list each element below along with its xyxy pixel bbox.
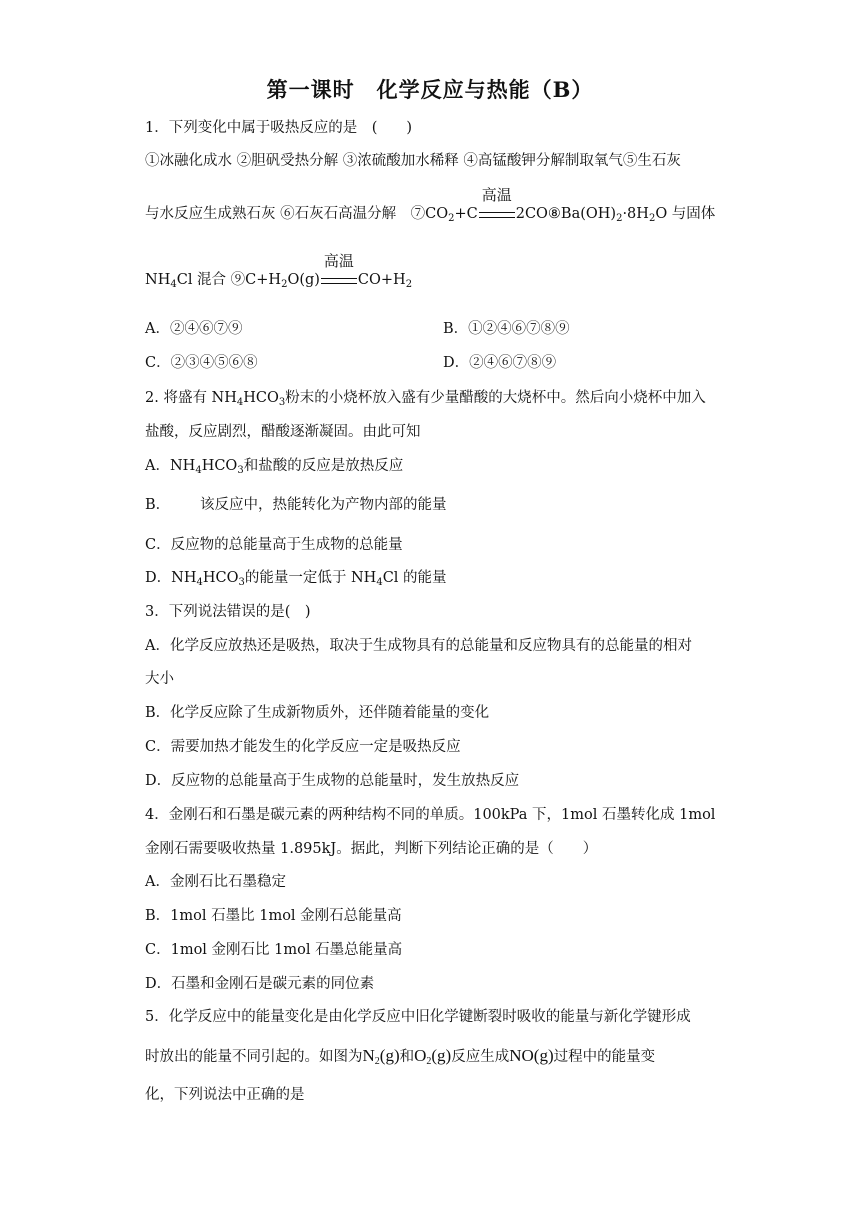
q4-option-c: C．1mol 金刚石比 1mol 石墨总能量高 (145, 942, 403, 958)
q1-option-b: B．①②④⑥⑦⑧⑨ (443, 321, 570, 337)
q1-line-3: $NH_4Cl$ 混合 $⑨C+H_2O(g)$ 高温 $CO+H_2$ (145, 252, 413, 290)
q1-option-d: D．②④⑥⑦⑧⑨ (443, 355, 557, 371)
q2-line-2: 盐酸，反应剧烈，醋酸逐渐凝固。由此可知 (145, 424, 421, 440)
q1-line-2: 与水反应生成熟石灰 ⑥石灰石高温分解 $⑦CO_2+C$ 高温 $2CO⑧Ba(OH)_2\cdot 8H_2O$ 与固体 (145, 186, 716, 224)
q3-option-a-line-2: 大小 (145, 671, 174, 687)
q3-option-d: D．反应物的总能量高于生成物的总能量时，发生放热反应 (145, 773, 520, 789)
q4-option-d: D．石墨和金刚石是碳元素的同位素 (145, 976, 375, 992)
q1-option-c: C．②③④⑤⑥⑧ (145, 355, 258, 371)
q4-line-2: 金刚石需要吸收热量 1.895kJ。据此，判断下列结论正确的是（ ） (145, 841, 598, 857)
q3-stem: 3．下列说法错误的是( ) (145, 604, 311, 620)
q5-line-2: 时放出的能量不同引起的。如图为$N_2(g)$和$O_2(g)$反应生成NO(g)过程中的能量变 (145, 1046, 656, 1067)
q2-option-b-text: 该反应中，热能转化为产物内部的能量 (200, 497, 447, 513)
q2-line-1: 2. 将盛有 $NH_4HCO_3$粉末的小烧杯放入盛有少量醋酸的大烧杯中。然后向小烧杯中加入 (145, 390, 706, 408)
q2-option-d: D．$NH_4HCO_3$的能量一定低于 $NH_4Cl$ 的能量 (145, 570, 447, 588)
q1-line-1: ①冰融化成水 ②胆矾受热分解 ③浓硫酸加水稀释 ④高锰酸钾分解制取氧气⑤生石灰 (145, 153, 681, 169)
q3-option-b: B．化学反应除了生成新物质外，还伴随着能量的变化 (145, 705, 490, 721)
q3-option-c: C．需要加热才能发生的化学反应一定是吸热反应 (145, 739, 461, 755)
q5-line-1: 5．化学反应中的能量变化是由化学反应中旧化学键断裂时吸收的能量与新化学键形成 (145, 1009, 691, 1025)
q5-line-3: 化，下列说法中正确的是 (145, 1087, 305, 1103)
q1-option-a: A．②④⑥⑦⑨ (145, 321, 243, 337)
q2-option-b-letter: B． (145, 497, 171, 513)
q4-option-b: B．1mol 石墨比 1mol 金刚石总能量高 (145, 908, 402, 924)
reaction-condition-arrow: 高温 (479, 204, 515, 224)
q3-option-a-line-1: A．化学反应放热还是吸热，取决于生成物具有的总能量和反应物具有的总能量的相对 (145, 638, 692, 654)
q1-stem: 1．下列变化中属于吸热反应的是 ( ) (145, 120, 413, 136)
q4-option-a: A．金刚石比石墨稳定 (145, 874, 286, 890)
q2-option-a: A．$NH_4HCO_3$和盐酸的反应是放热反应 (145, 458, 404, 476)
page-title: 第一课时 化学反应与热能（B） (266, 77, 594, 102)
reaction-condition-arrow: 高温 (321, 270, 357, 290)
q4-line-1: 4．金刚石和石墨是碳元素的两种结构不同的单质。100kPa 下，1mol 石墨转化成 1mol (145, 807, 716, 823)
q2-option-c: C．反应物的总能量高于生成物的总能量 (145, 537, 403, 553)
